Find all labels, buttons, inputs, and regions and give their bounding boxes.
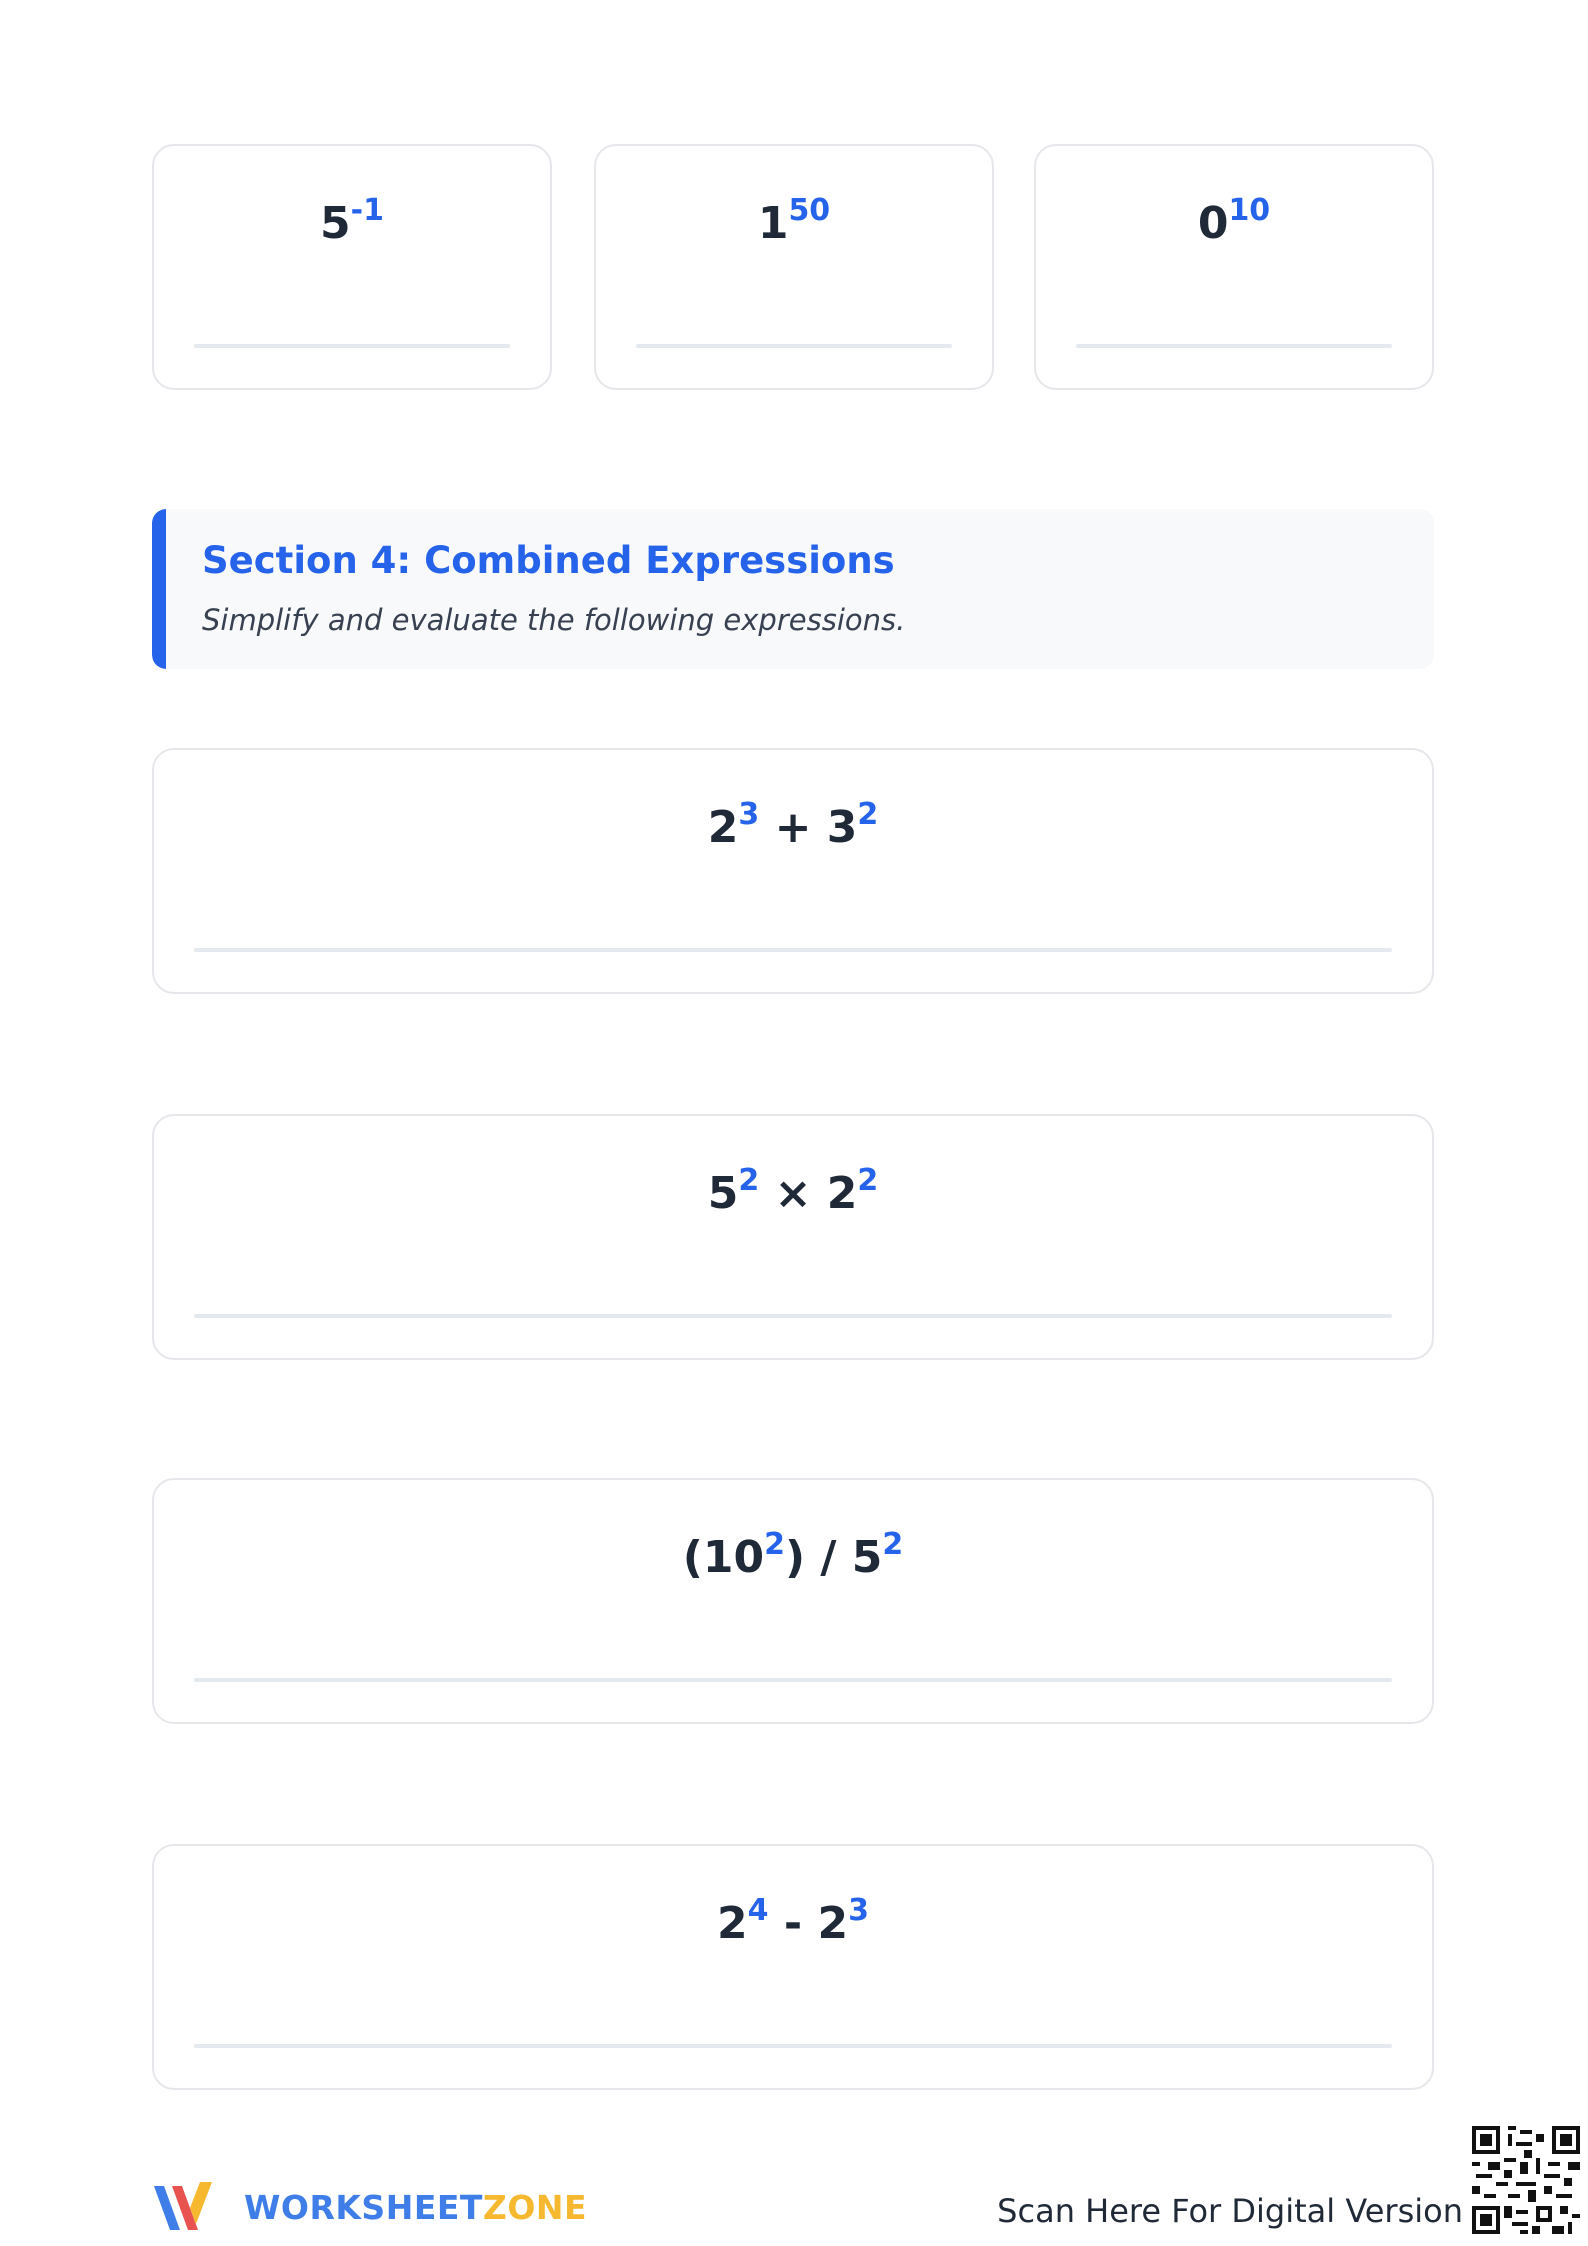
problem-card-4 [152,748,1434,994]
expression: $1^{50}$ [757,193,831,249]
expression: $2^4 - 2^3$ [717,1893,869,1949]
answer-line[interactable] [194,2044,1392,2048]
brand-logo[interactable] [150,2178,587,2236]
qr-code-icon[interactable] [1472,2126,1580,2234]
section-title: Section 4: Combined Expressions [202,539,895,582]
exponent: 50 [788,193,831,228]
worksheetzone-logo-icon [150,2178,230,2236]
answer-line[interactable] [194,1678,1392,1682]
problem-card-3 [1034,144,1434,390]
problem-card-5 [152,1114,1434,1360]
section-header [152,509,1434,669]
section-accent-bar [152,509,166,669]
problem-card-7 [152,1844,1434,2090]
expression: $5^{-1}$ [320,193,384,249]
expression: $2^3 + 3^2$ [707,797,879,853]
answer-line[interactable] [194,344,510,348]
expression: $0^{10}$ [1197,193,1271,249]
problem-card-2 [594,144,994,390]
scan-caption: Scan Here For Digital Version [997,2192,1463,2230]
brand-wordmark: WORKSHEETZONE [244,2187,588,2227]
expression: $5^2 \times 2^2$ [707,1163,879,1219]
answer-line[interactable] [194,948,1392,952]
answer-line[interactable] [1076,344,1392,348]
answer-line[interactable] [636,344,952,348]
expression: $(10^2) / 5^2$ [682,1527,904,1583]
problem-card-6 [152,1478,1434,1724]
section-instructions: Simplify and evaluate the following expressions. [202,603,906,637]
exponent: 10 [1228,193,1271,228]
problem-card-1 [152,144,552,390]
answer-line[interactable] [194,1314,1392,1318]
exponent: -1 [350,193,384,228]
